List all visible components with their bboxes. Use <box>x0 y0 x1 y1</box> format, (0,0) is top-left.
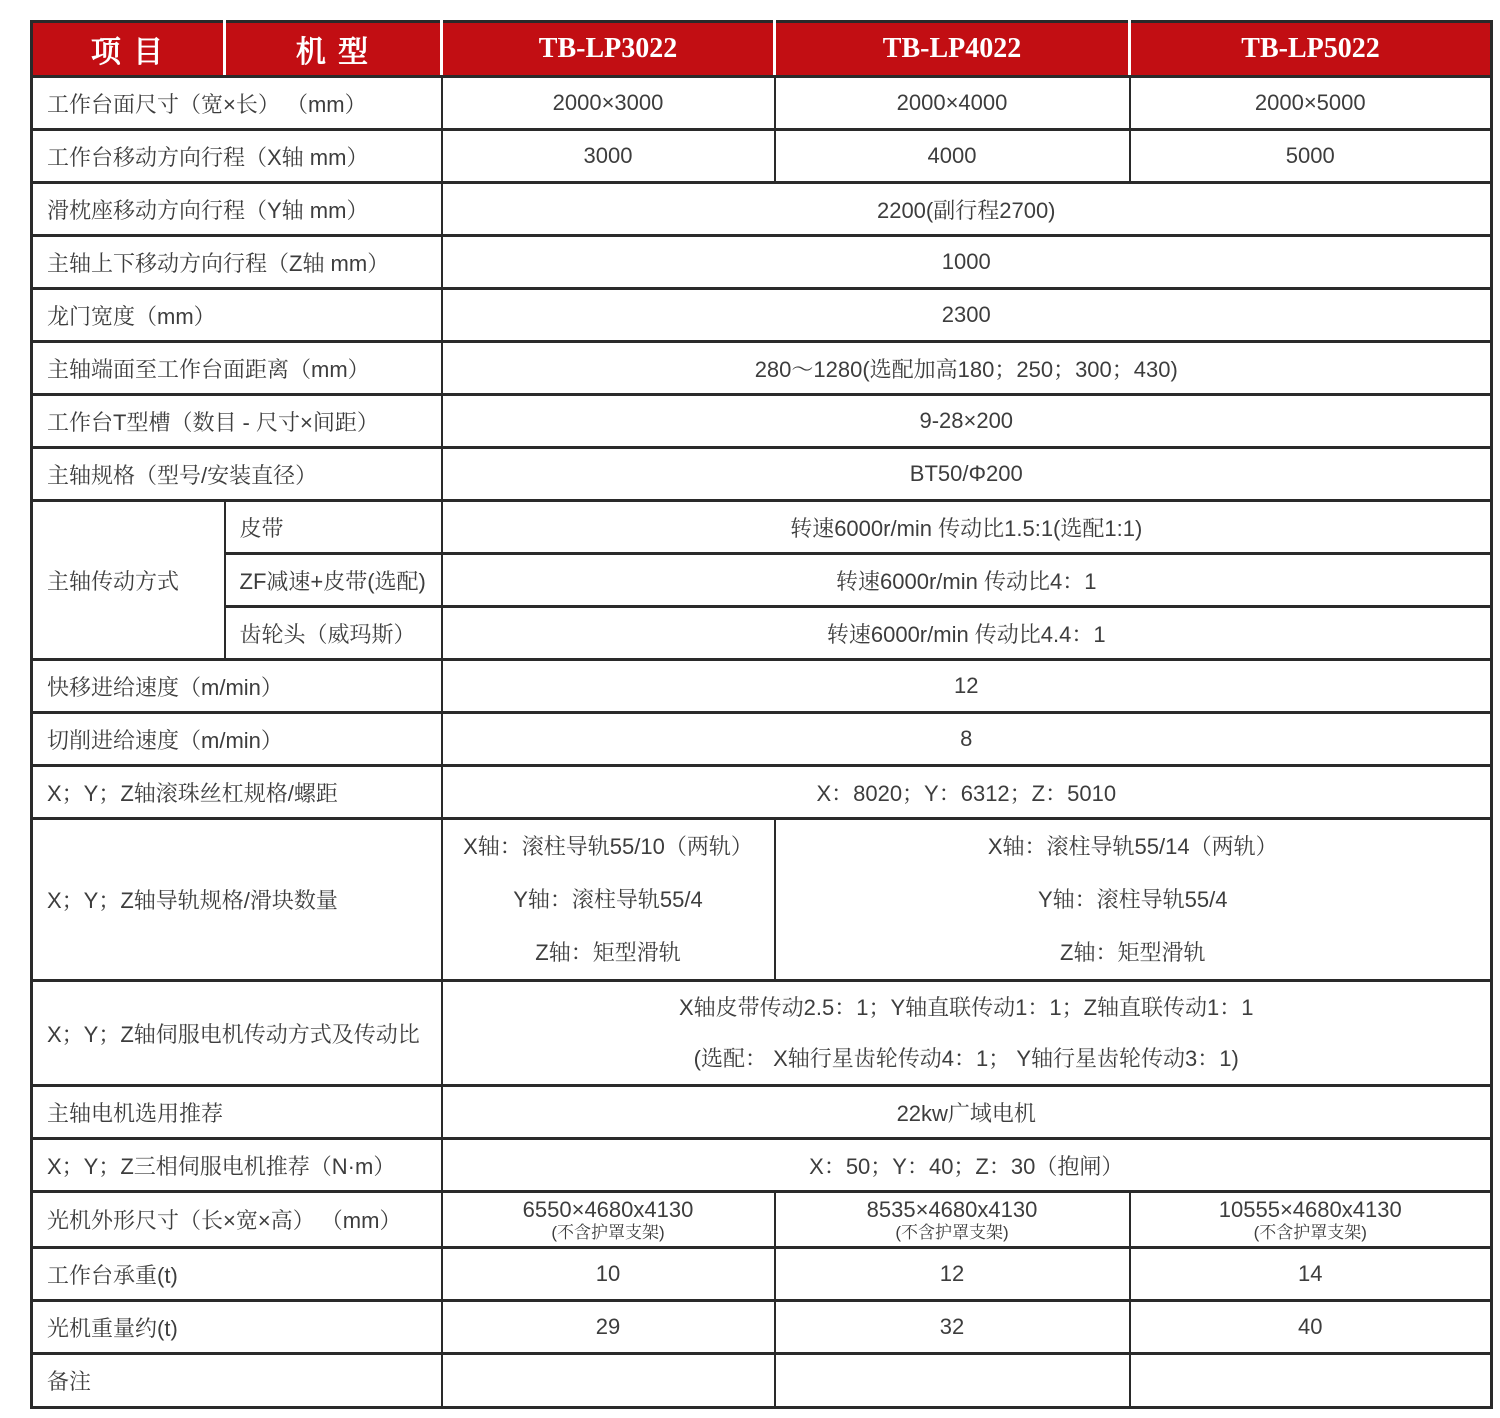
row-label: 龙门宽度（mm） <box>32 289 442 342</box>
servo-drive-optional: (选配： X轴行星齿轮传动4：1； Y轴行星齿轮传动3：1) <box>693 1046 1239 1071</box>
value-lp3022: 29 <box>442 1301 775 1354</box>
row-label: 主轴电机选用推荐 <box>32 1086 442 1139</box>
value-lp3022 <box>442 1354 775 1408</box>
row-label: X；Y；Z轴滚珠丝杠规格/螺距 <box>32 766 442 819</box>
value-all-models: 12 <box>442 660 1492 713</box>
dimension-size: 10555×4680x4130 <box>1218 1196 1402 1222</box>
spec-row-spindle-drive-gearhead <box>32 607 1492 660</box>
guideway-y-axis: Y轴：滚柱导轨55/4 <box>1038 887 1228 912</box>
row-label: 光机重量约(t) <box>32 1301 442 1354</box>
sub-label-belt: 皮带 <box>225 501 442 554</box>
spec-row-spindle-motor <box>32 1086 1492 1139</box>
spec-row-spindle-spec <box>32 448 1492 501</box>
row-label-spindle-drive: 主轴传动方式 <box>32 501 225 660</box>
value-lp5022: 2000×5000 <box>1130 77 1492 130</box>
value-lp3022 <box>442 819 775 981</box>
guideway-z-axis: Z轴：矩型滑轨 <box>1060 940 1206 965</box>
row-label: 快移进给速度（m/min） <box>32 660 442 713</box>
row-label: X；Y；Z三相伺服电机推荐（N·m） <box>32 1139 442 1192</box>
sub-label-gearhead: 齿轮头（威玛斯） <box>225 607 442 660</box>
value-all-models: 9-28×200 <box>442 395 1492 448</box>
value-lp3022: 10 <box>442 1248 775 1301</box>
row-label: 主轴端面至工作台面距离（mm） <box>32 342 442 395</box>
value-lp4022: 2000×4000 <box>775 77 1130 130</box>
value-lp4022: 4000 <box>775 130 1130 183</box>
value-lp3022: 2000×3000 <box>442 77 775 130</box>
spec-row-servo-drive <box>32 981 1492 1086</box>
table-header <box>32 22 1492 77</box>
spec-row-ballscrew <box>32 766 1492 819</box>
value-all-models: 1000 <box>442 236 1492 289</box>
spec-row-y-travel <box>32 183 1492 236</box>
value-lp5022: 40 <box>1130 1301 1492 1354</box>
guideway-y-axis: Y轴：滚柱导轨55/4 <box>513 887 703 912</box>
sub-label-zf-belt: ZF减速+皮带(选配) <box>225 554 442 607</box>
value-lp4022 <box>775 1192 1130 1248</box>
value-all-models: X：8020；Y：6312；Z：5010 <box>442 766 1492 819</box>
spec-row-remarks <box>32 1354 1492 1408</box>
spec-row-cutting-feed <box>32 713 1492 766</box>
row-label: 光机外形尺寸（长×宽×高） （mm） <box>32 1192 442 1248</box>
row-label: 滑枕座移动方向行程（Y轴 mm） <box>32 183 442 236</box>
row-label: 工作台T型槽（数目 - 尺寸×间距） <box>32 395 442 448</box>
row-label: X；Y；Z轴伺服电机传动方式及传动比 <box>32 981 442 1086</box>
spec-row-rapid-feed <box>32 660 1492 713</box>
value-all-models: 转速6000r/min 传动比4.4：1 <box>442 607 1492 660</box>
servo-drive-standard: X轴皮带传动2.5：1；Y轴直联传动1：1；Z轴直联传动1：1 <box>678 995 1254 1020</box>
header-model-column: 机 型 <box>225 22 442 77</box>
value-lp3022: 3000 <box>442 130 775 183</box>
spec-row-machine-weight <box>32 1301 1492 1354</box>
value-lp3022 <box>442 1192 775 1248</box>
spec-row-x-travel <box>32 130 1492 183</box>
value-lp5022 <box>1130 1354 1492 1408</box>
header-row <box>32 22 1492 77</box>
spec-row-spindle-to-table <box>32 342 1492 395</box>
dimension-note: (不含护罩支架) <box>895 1222 1009 1242</box>
value-all-models: 2300 <box>442 289 1492 342</box>
row-label: 工作台移动方向行程（X轴 mm） <box>32 130 442 183</box>
row-label: 切削进给速度（m/min） <box>32 713 442 766</box>
value-lp4022-lp5022 <box>775 819 1492 981</box>
spec-row-t-slots <box>32 395 1492 448</box>
dimension-size: 6550×4680x4130 <box>522 1196 694 1222</box>
value-all-models: 转速6000r/min 传动比1.5:1(选配1:1) <box>442 501 1492 554</box>
guideway-z-axis: Z轴：矩型滑轨 <box>535 940 681 965</box>
spec-row-dimensions <box>32 1192 1492 1248</box>
value-all-models <box>442 981 1492 1086</box>
row-label: 主轴规格（型号/安装直径） <box>32 448 442 501</box>
spec-row-table-size <box>32 77 1492 130</box>
value-all-models: X：50；Y：40；Z：30（抱闸） <box>442 1139 1492 1192</box>
value-all-models: BT50/Φ200 <box>442 448 1492 501</box>
value-all-models: 转速6000r/min 传动比4：1 <box>442 554 1492 607</box>
value-lp4022: 12 <box>775 1248 1130 1301</box>
value-all-models: 2200(副行程2700) <box>442 183 1492 236</box>
value-lp4022: 32 <box>775 1301 1130 1354</box>
spec-row-servo-motor <box>32 1139 1492 1192</box>
header-model-tb-lp3022: TB-LP3022 <box>442 22 775 77</box>
spec-row-table-load <box>32 1248 1492 1301</box>
value-lp5022 <box>1130 1192 1492 1248</box>
guideway-x-axis: X轴：滚柱导轨55/14（两轨） <box>987 834 1278 859</box>
value-lp4022 <box>775 1354 1130 1408</box>
row-label: X；Y；Z轴导轨规格/滑块数量 <box>32 819 442 981</box>
spec-row-guideway <box>32 819 1492 981</box>
row-label: 主轴上下移动方向行程（Z轴 mm） <box>32 236 442 289</box>
guideway-x-axis: X轴：滚柱导轨55/10（两轨） <box>463 834 753 859</box>
spec-row-gantry-width <box>32 289 1492 342</box>
dimension-size: 8535×4680x4130 <box>866 1196 1038 1222</box>
value-all-models: 8 <box>442 713 1492 766</box>
row-label: 工作台承重(t) <box>32 1248 442 1301</box>
value-all-models: 280～1280(选配加高180；250；300；430) <box>442 342 1492 395</box>
spec-row-spindle-drive-zf <box>32 554 1492 607</box>
spec-sheet <box>30 20 1493 1409</box>
spec-table <box>30 20 1493 1409</box>
spec-row-z-travel <box>32 236 1492 289</box>
spec-row-spindle-drive-belt <box>32 501 1492 554</box>
header-model-tb-lp5022: TB-LP5022 <box>1130 22 1492 77</box>
header-model-tb-lp4022: TB-LP4022 <box>775 22 1130 77</box>
row-label: 备注 <box>32 1354 442 1408</box>
header-item-column: 项 目 <box>32 22 225 77</box>
dimension-note: (不含护罩支架) <box>1253 1222 1367 1242</box>
value-all-models: 22kw广域电机 <box>442 1086 1492 1139</box>
dimension-note: (不含护罩支架) <box>551 1222 665 1242</box>
value-lp5022: 5000 <box>1130 130 1492 183</box>
row-label: 工作台面尺寸（宽×长） （mm） <box>32 77 442 130</box>
value-lp5022: 14 <box>1130 1248 1492 1301</box>
